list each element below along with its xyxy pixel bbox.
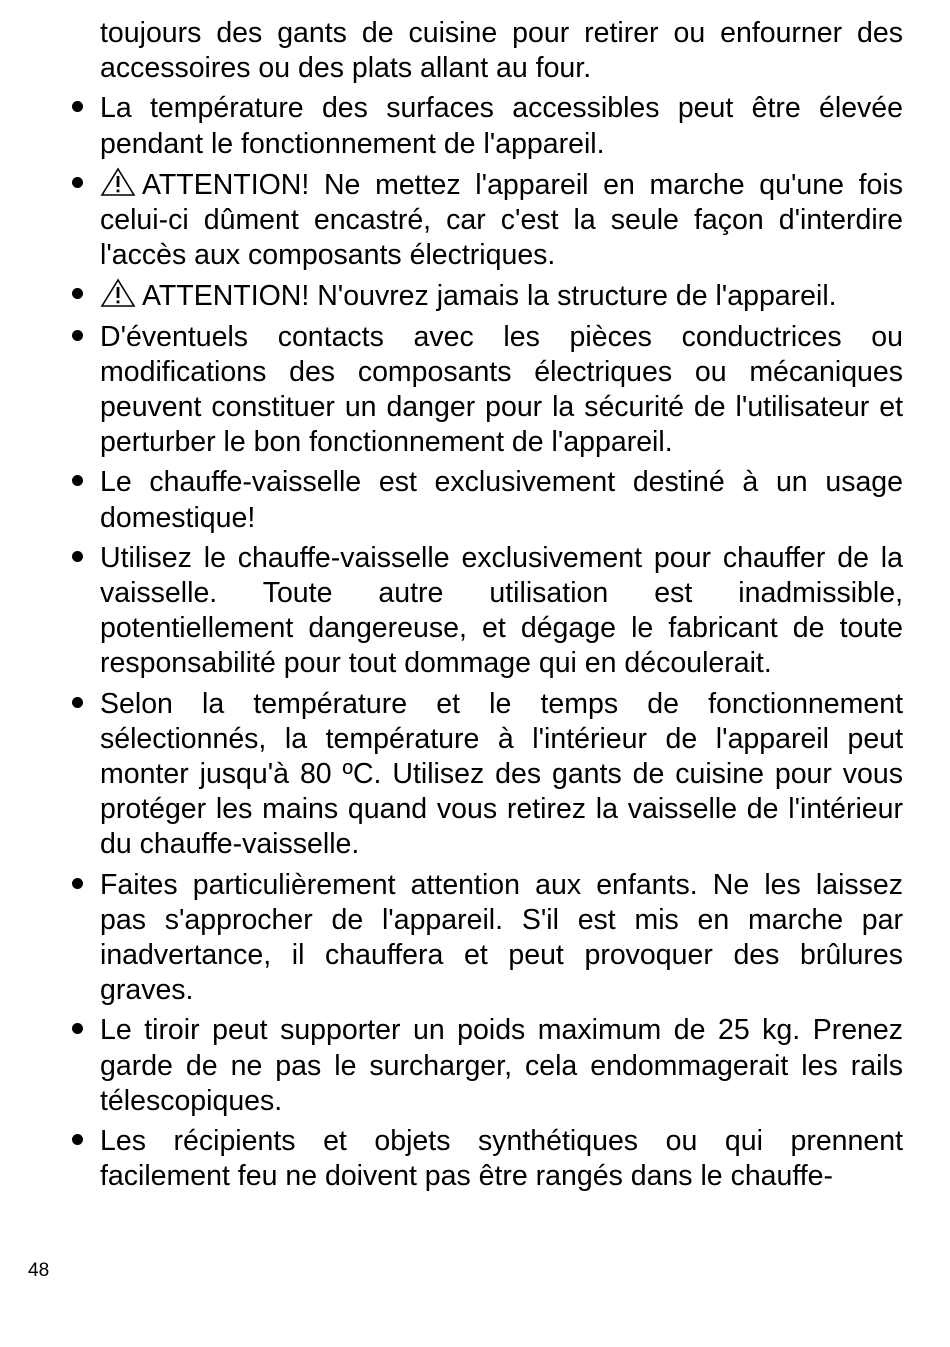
list-item xyxy=(100,687,903,863)
list-item-text: ATTENTION! N'ouvrez jamais la structure de l'appareil. xyxy=(142,280,837,313)
bullet xyxy=(70,167,84,202)
list-item xyxy=(100,1124,903,1194)
list-item xyxy=(100,541,903,682)
bullet xyxy=(70,868,84,903)
bullet xyxy=(70,687,84,722)
list-item-text: ATTENTION! Ne mettez l'appareil en marche qu'une fois celui-ci dûment encastré, car c'est la seule façon d'interdire l'accès aux composants électriques. xyxy=(100,168,903,272)
list-item xyxy=(100,868,903,1009)
bullet xyxy=(70,1124,84,1159)
bullet xyxy=(70,91,84,126)
list-item xyxy=(100,320,903,461)
safety-instructions xyxy=(100,16,903,1200)
intro-continuation: toujours des gants de cuisine pour retirer ou enfourner des accessoires ou des plats allant au four. xyxy=(100,17,903,85)
warning-triangle-icon xyxy=(100,167,136,197)
page-number: 48 xyxy=(28,1260,50,1281)
bullet xyxy=(70,320,84,355)
list-item-warning xyxy=(100,167,903,274)
list-item-text: Selon la température et le temps de fonctionnement sélectionnés, la température à l'intérieur de l'appareil peut monter jusqu'à 80 ºC. Utilisez des gants de cuisine pour vous protéger les mains quand vous retirez la vaisselle de l'intérieur du chauffe-vaisselle. xyxy=(100,687,903,861)
list-item-text: Le tiroir peut supporter un poids maximum de 25 kg. Prenez garde de ne pas le surcharger, cela endommagerait les rails télescopiques. xyxy=(100,1014,903,1117)
list-item xyxy=(100,91,903,161)
warning-triangle-icon xyxy=(100,278,136,308)
bullet xyxy=(70,465,84,500)
list-item-text: D'éventuels contacts avec les pièces conductrices ou modifications des composants électriques ou mécaniques peuvent constituer un danger pour la sécurité de l'utilisateur et perturber le bon fonctionnement de l'appareil. xyxy=(100,320,903,459)
bullet xyxy=(70,541,84,576)
bullet xyxy=(70,278,84,313)
list-item-text: Le chauffe-vaisselle est exclusivement destiné à un usage domestique! xyxy=(100,466,903,534)
list-item-text: Faites particulièrement attention aux enfants. Ne les laissez pas s'approcher de l'appareil. S'il est mis en marche par inadvertance, il chauffera et peut provoquer des brûlures graves. xyxy=(100,868,903,1007)
bullet xyxy=(70,1013,84,1048)
list-item-warning xyxy=(100,278,903,314)
list-item-text: Les récipients et objets synthétiques ou qui prennent facilement feu ne doivent pas être rangés dans le chauffe- xyxy=(100,1125,903,1193)
list-item xyxy=(100,465,903,535)
list-item xyxy=(100,1013,903,1119)
list-item-text: La température des surfaces accessibles peut être élevée pendant le fonctionnement de l'appareil. xyxy=(100,92,903,160)
list-item-text: Utilisez le chauffe-vaisselle exclusivement pour chauffer de la vaisselle. Toute autre utilisation est inadmissible, potentiellement dangereuse, et dégage le fabricant de toute responsabilité pour tout dommage qui en découlerait. xyxy=(100,541,903,680)
